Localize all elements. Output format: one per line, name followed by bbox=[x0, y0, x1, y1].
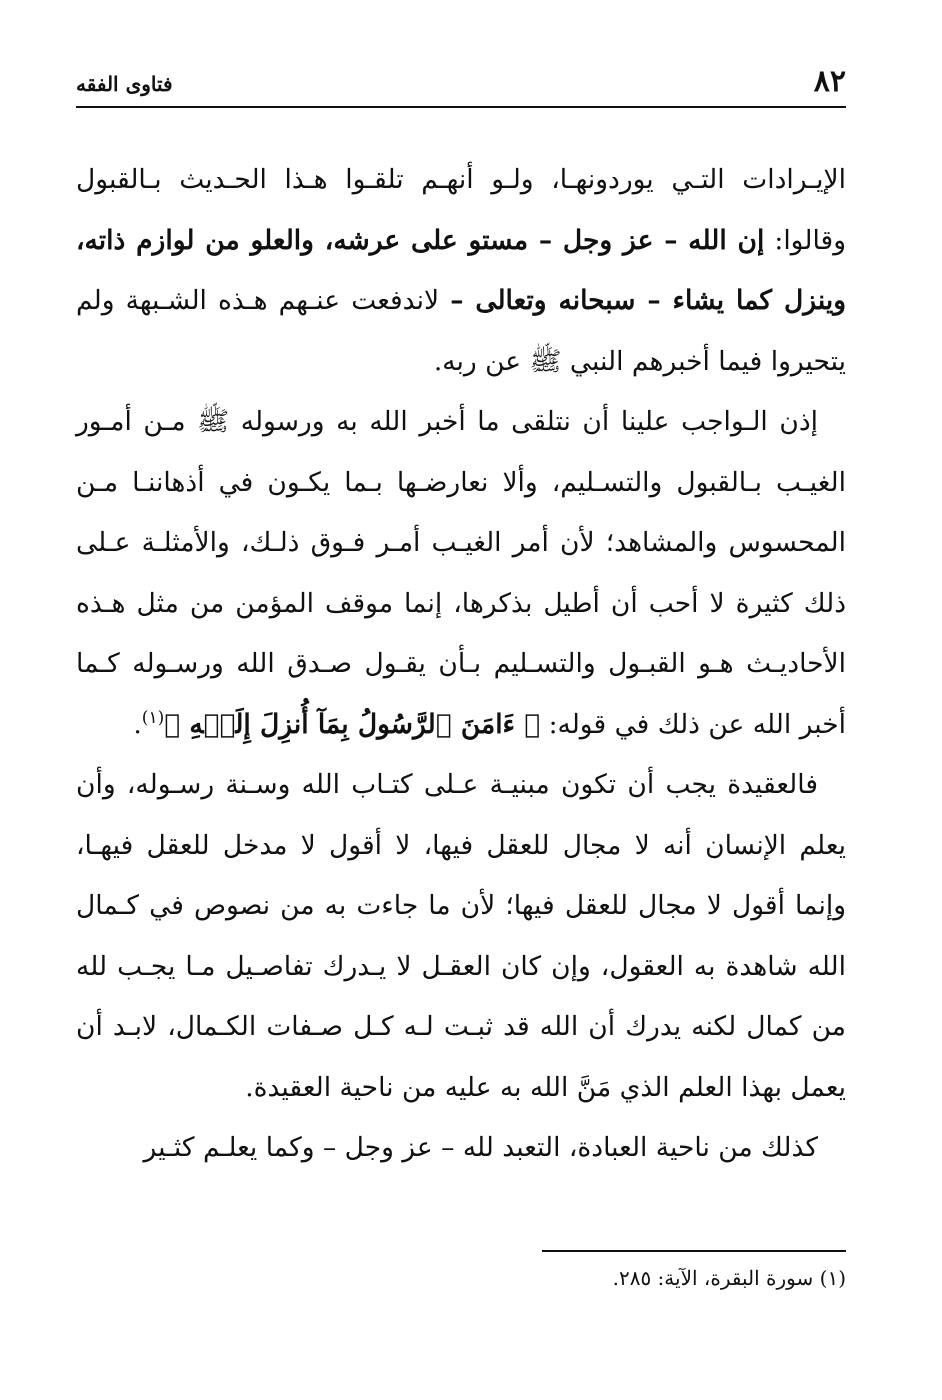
header-rule bbox=[76, 106, 846, 108]
footnote-marker: (١) bbox=[141, 707, 165, 728]
quran-quote: ﴿ ءَامَنَ ٱلرَّسُولُ بِمَآ أُنزِلَ إِلَيۡهِ ﴾ bbox=[164, 708, 541, 740]
paragraph-2-end: . bbox=[133, 708, 142, 740]
paragraph-2 bbox=[76, 392, 846, 755]
body-text bbox=[76, 150, 846, 1179]
footnote: (١) سورة البقرة، الآية: ٢٨٥. bbox=[612, 1266, 846, 1290]
paragraph-1 bbox=[76, 150, 846, 392]
paragraph-1-end: لاندفعت عنـهم هـذه الشـبهة ولم يتحيروا فيما أخبرهم النبي ﷺ عن ربه. bbox=[76, 285, 846, 377]
footnote-rule bbox=[542, 1250, 846, 1252]
paragraph-1-bold-statement: إن الله – عز وجل – مستو على عرشه، والعلو من لوازم ذاته، وينزل كما يشاء – سبحانه وتعالى – bbox=[76, 224, 846, 316]
running-title: فتاوى الفقه bbox=[76, 72, 173, 96]
page-header bbox=[76, 62, 846, 104]
page-number: ٨٢ bbox=[813, 64, 846, 99]
paragraph-1-start: الإيـرادات التـي يوردونهـا، ولـو أنهـم تلقـوا هـذا الحـديث بـالقبول وقالوا: bbox=[76, 164, 846, 256]
paragraph-4: كذلك من ناحية العبادة، التعبد لله – عز وجل – وكما يعلـم كثـير bbox=[143, 1132, 818, 1163]
paragraph-2-text: إذن الـواجب علينا أن نتلقى ما أخبر الله به ورسوله ﷺ مـن أمـور الغيـب بـالقبول والتسـليم، وألا نعارضـها بـما يكـون في أذهاننـا مـن المحسوس والمشاهد؛ لأن أمر الغيـب أمـر فـوق ذلـك، والأمثلـة عـلى ذلك كثيرة لا أحب أن أطيل بذكرها، إنما موقف المؤمن من مثل هـذه الأحاديـث هـو القبـول والتسـليم بـأن يقـول صـدق الله ورسـوله كـما أخبر الله عن ذلك في قوله: bbox=[76, 406, 846, 740]
paragraph-3: فالعقيدة يجب أن تكون مبنيـة عـلى كتـاب الله وسـنة رسـوله، وأن يعلم الإنسان أنه لا مجال للعقل فيها، لا أقول لا مدخل للعقل فيهـا، وإنما أقول لا مجال للعقل فيها؛ لأن ما جاءت به من نصوص في كـمال الله شاهدة به العقول، وإن كان العقـل لا يـدرك تفاصـيل مـا يجـب لله من كمال لكنه يدرك أن الله قد ثبـت لـه كـل صـفات الكـمال، لابـد أن يعمل بهذا العلم الذي مَنَّ الله به عليه من ناحية العقيدة. bbox=[76, 769, 846, 1103]
